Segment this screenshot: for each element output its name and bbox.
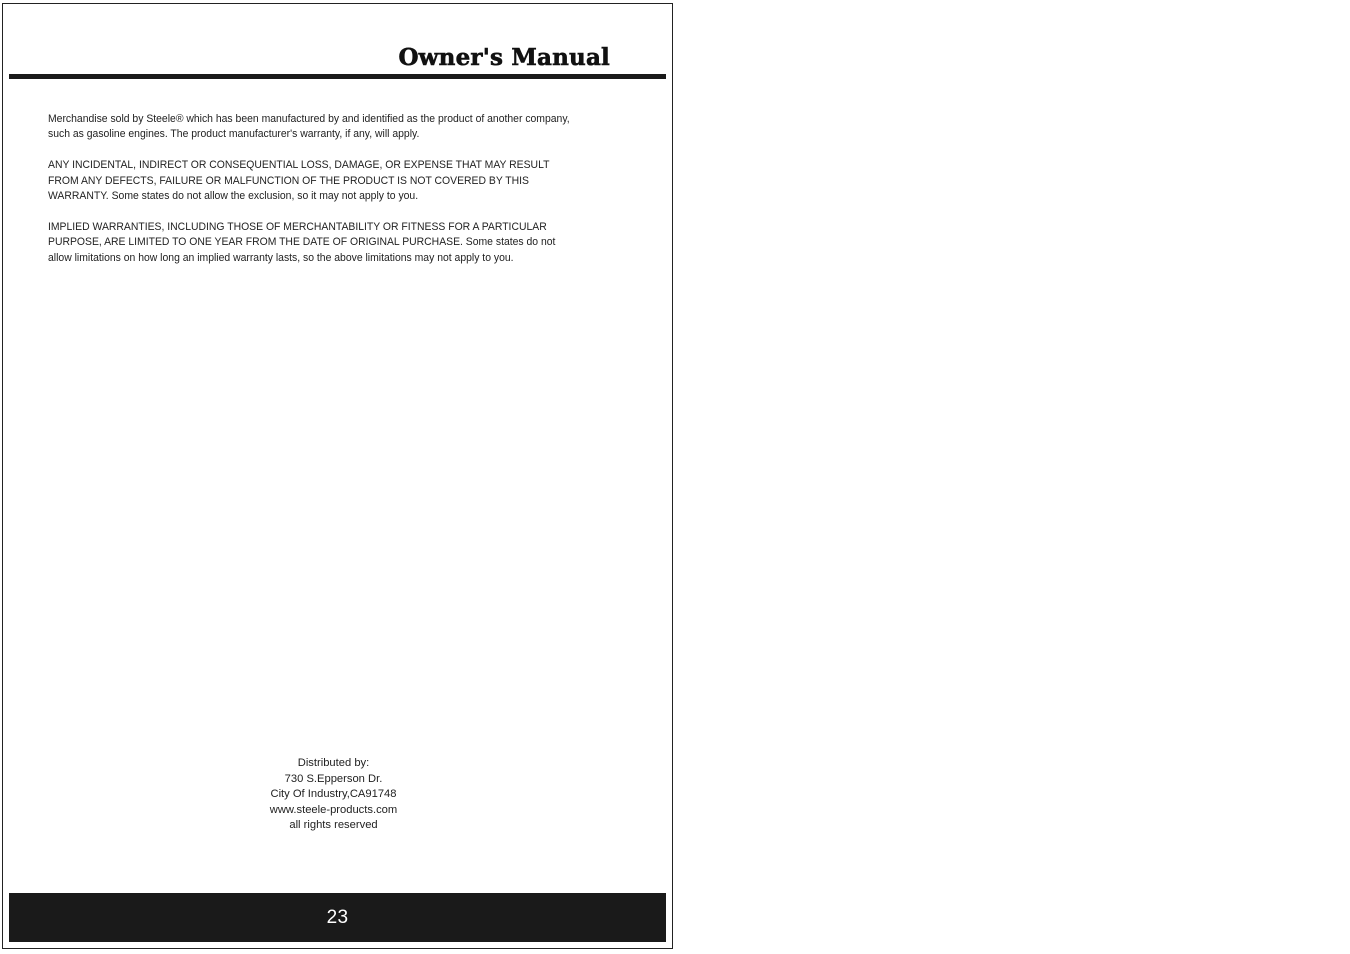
footer-bar [9,893,666,942]
distributor-info [3,756,664,834]
warranty-text [48,112,578,282]
distributor-street: 730 S.Epperson Dr. [284,772,383,785]
header-divider [9,74,666,79]
paragraph-incidental-loss: ANY INCIDENTAL, INDIRECT OR CONSEQUENTIAL LOSS, DAMAGE, OR EXPENSE THAT MAY RESULT FROM ANY DEFECTS, FAILURE OR MALFUNCTION OF THE PRODUCT IS NOT COVERED BY THIS WARRANTY. Some states do not allow the exclusion, so it may not apply to you. [48,159,550,203]
paragraph-implied-warranties: IMPLIED WARRANTIES, INCLUDING THOSE OF MERCHANTABILITY OR FITNESS FOR A PARTICULAR PURPOSE, ARE LIMITED TO ONE YEAR FROM THE DATE OF ORIGINAL PURCHASE. Some states do not allow limitations on how long an implied warranty lasts, so the above limitations may not apply to you. [48,221,556,264]
distributor-website: www.steele-products.com [269,803,398,816]
page-title: Owner's Manual [398,44,610,71]
distributor-city: City Of Industry,CA91748 [270,788,397,801]
paragraph-merchandise: Merchandise sold by Steele® which has been manufactured by and identified as the product of another company, such as gasoline engines. The product manufacturer's warranty, if any, will apply. [48,113,570,141]
manual-page [2,3,673,949]
distributor-rights: all rights reserved [289,819,378,832]
distributor-label: Distributed by: [297,757,370,769]
page-number: 23 [326,906,349,928]
